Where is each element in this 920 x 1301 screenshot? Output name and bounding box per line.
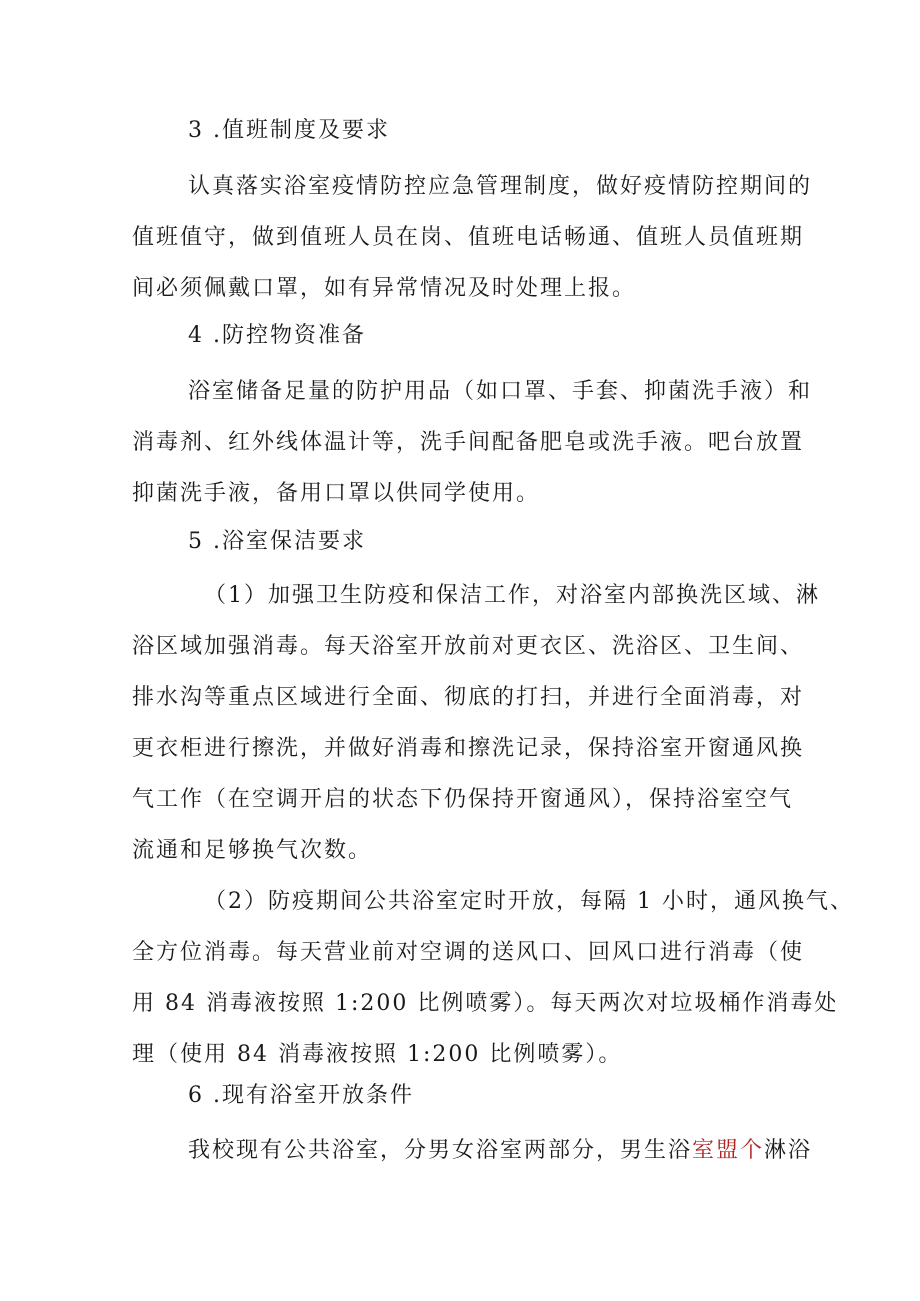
paragraph-line: 用 84 消毒液按照 1:200 比例喷雾）。每天两次对垃圾桶作消毒处 <box>132 991 839 1016</box>
paragraph-line: 抑菌洗手液，备用口罩以供同学使用。 <box>132 481 541 506</box>
paragraph-line: 理（使用 84 消毒液按照 1:200 比例喷雾）。 <box>132 1042 623 1067</box>
paragraph-line: 流通和足够换气次数。 <box>132 838 373 863</box>
paragraph-line: 气工作（在空调开启的状态下仍保持开窗通风），保持浴室空气 <box>132 787 794 812</box>
section-5-paragraph-2 <box>132 876 854 1080</box>
section-5-paragraph-1 <box>132 570 820 876</box>
section-4-paragraph <box>132 366 813 519</box>
section-heading-3: 3 .值班制度及要求 <box>188 118 390 143</box>
section-heading-5: 5 .浴室保洁要求 <box>188 529 366 554</box>
paragraph-line: 浴区域加强消毒。每天浴室开放前对更衣区、洗浴区、卫生间、 <box>132 634 805 659</box>
paragraph-line: 我校现有公共浴室，分男女浴室两部分，男生浴室盟个淋浴 <box>188 1138 813 1163</box>
section-3-paragraph <box>132 161 813 314</box>
paragraph-line: 认真落实浴室疫情防控应急管理制度，做好疫情防控期间的 <box>188 174 813 199</box>
paragraph-line: 浴室储备足量的防护用品（如口罩、手套、抑菌洗手液）和 <box>188 379 813 404</box>
paragraph-line: （1）加强卫生防疫和保洁工作，对浴室内部换洗区域、淋 <box>204 583 820 608</box>
section-heading-6: 6 .现有浴室开放条件 <box>188 1083 414 1108</box>
section-6-paragraph <box>132 1125 813 1176</box>
highlighted-text: 室盟个 <box>692 1138 765 1163</box>
paragraph-line: 全方位消毒。每天营业前对空调的送风口、回风口进行消毒（使 <box>132 940 805 965</box>
paragraph-line: （2）防疫期间公共浴室定时开放，每隔 1 小时，通风换气、 <box>204 889 854 914</box>
section-heading-4: 4 .防控物资准备 <box>188 323 366 348</box>
paragraph-line: 间必须佩戴口罩，如有异常情况及时处理上报。 <box>132 276 637 301</box>
paragraph-line: 排水沟等重点区域进行全面、彻底的打扫，并进行全面消毒，对 <box>132 685 805 710</box>
paragraph-line: 值班值守，做到值班人员在岗、值班电话畅通、值班人员值班期 <box>132 225 805 250</box>
paragraph-line: 消毒剂、红外线体温计等，洗手间配备肥皂或洗手液。吧台放置 <box>132 430 805 455</box>
paragraph-line: 更衣柜进行擦洗，并做好消毒和擦洗记录，保持浴室开窗通风换 <box>132 736 805 761</box>
